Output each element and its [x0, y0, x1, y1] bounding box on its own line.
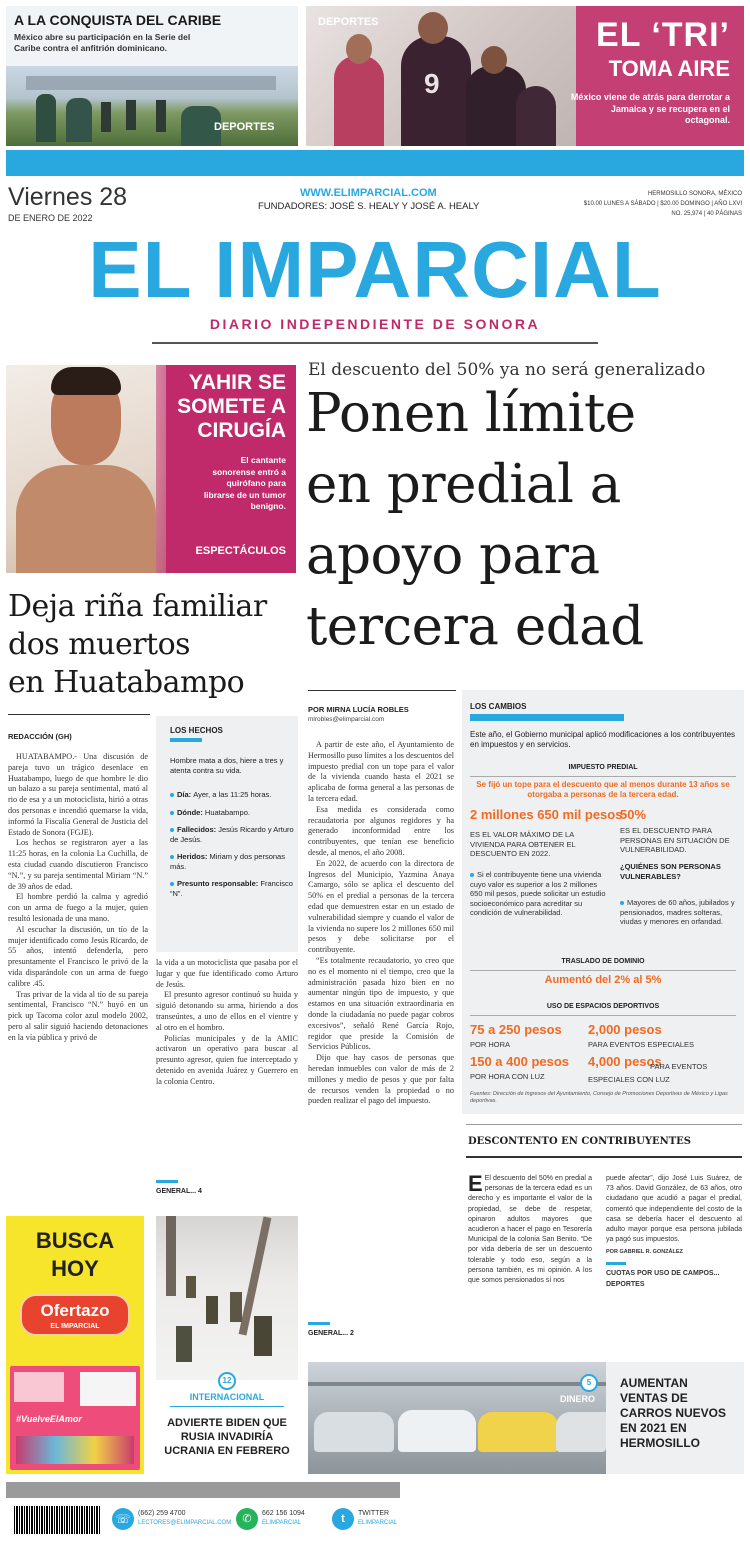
- crime-paragraph: Tras privar de la vida al tío de su pareja sentimental, Francisco “N.” huyó en un pick up Tacoma color azul modelo 2002, pero al salir siguió haciendo detonaciones en la vía pública y privó de: [8, 989, 148, 1042]
- hechos-item-text: Miriam y dos personas más.: [170, 852, 285, 871]
- cambios-title: LOS CAMBIOS: [470, 702, 527, 711]
- traslado-rule: [470, 970, 736, 971]
- sports-teaser-left[interactable]: [6, 6, 298, 146]
- footer-phone[interactable]: (662) 259 4700: [138, 1510, 186, 1517]
- main-body: [308, 740, 454, 1107]
- cambios-intro: Este año, el Gobierno municipal aplicó modificaciones a los contribuyentes en impuestos y en servicios.: [470, 730, 736, 749]
- hechos-intro: Hombre mata a dos, hiere a tres y atenta contra su vida.: [170, 756, 284, 775]
- crime-rule: [8, 714, 150, 715]
- cambios-source: Fuentes: Dirección de Ingresos del Ayuntamiento, Consejo de Promociones Deportivas de México y Ligas deportivas.: [470, 1091, 728, 1104]
- descontento-col1-text: El descuento del 50% en predial a personas de la tercera edad es un derecho y es importante el valor de la propiedad, se debe de respetar, opinaron adultos mayores que acudieron a hacer el pago en Tesorería Municipal de la colonia San Benito. “De por vida debería de ser un descuento tolerable y todo eso, según a la persona también, es mi opinión. A los que somos pensionados sí nos: [468, 1175, 592, 1285]
- big-value-2-text: ES EL DESCUENTO PARA PERSONAS EN SITUACIÓN DE VULNERABILIDAD.: [620, 826, 730, 854]
- ad-line1: BUSCA: [35, 1228, 115, 1253]
- main-headline-line: apoyo para: [306, 525, 600, 586]
- ukraine-photo[interactable]: [156, 1216, 298, 1380]
- crime-headline-line: dos muertos: [8, 627, 191, 662]
- main-paragraph: En 2022, de acuerdo con la directora de Ingresos del Municipio, Yazmina Anaya Camargo, sólo se aplica el descuento del 50% en el predial a personas de la tercera edad que demuestren estar en un estado de vulnerabilidad siempre y cuando el valor de la vivienda no supere los 2 millones 650 mil pesos y debe solicitarse por el contribuyente.: [308, 858, 454, 955]
- crime-paragraph: Policías municipales y de la AMIC activaron un operativo para buscar al presunto agresor, quien fue interceptado y detenido en avenida Juárez y Guerrero en la colonia Centro.: [156, 1033, 298, 1086]
- crime-paragraph: Los hechos se registraron ayer a las 11:25 horas, en la colonia La Cuchilla, de esta ciudad cuando discutieron Francisco “N.”, y su pareja sentimental Miriam “N.” de 39 años de edad.: [8, 838, 148, 891]
- main-kicker: El descuento del 50% ya no será generalizado: [308, 360, 706, 380]
- descontento-col1: [468, 1171, 592, 1286]
- big-value-2: 50%: [620, 807, 647, 822]
- predial-title: IMPUESTO PREDIAL: [568, 764, 638, 771]
- issue-info-2: $10.00 LUNES A SÁBADO | $20.00 DOMINGO | AÑO LXVI: [583, 201, 742, 207]
- descontento-title: DESCONTENTO EN CONTRIBUYENTES: [468, 1136, 692, 1147]
- espacio-value-1: 75 a 250 pesos: [470, 1022, 562, 1037]
- teaser-subtitle: México viene de atrás para derrotar a Jamaica y se recupera en el octagonal.: [570, 92, 730, 125]
- date-rest: DE ENERO DE 2022: [8, 213, 93, 223]
- page-badge: 12: [218, 1372, 236, 1390]
- quienes-title: ¿QUIÉNES SON PERSONAS VULNERABLES?: [620, 862, 721, 881]
- quienes-text: [620, 898, 738, 927]
- note-left-text: Si el contribuyente tiene una vivienda cuyo valor es superior a los 2 millones 650 mil pesos, puede solicitar un estudio socioeconómico para acreditar su condición de vulnerabilidad.: [470, 870, 606, 917]
- crime-byline: REDACCIÓN (GH): [8, 732, 72, 741]
- descontento-col2-mark: [606, 1262, 626, 1265]
- espacios-title: USO DE ESPACIOS DEPORTIVOS: [546, 1003, 660, 1010]
- hechos-item-label: Heridos:: [177, 852, 210, 861]
- shirt-number: 9: [424, 68, 440, 99]
- ad-brand-sub: EL IMPARCIAL: [50, 1323, 100, 1330]
- section-label: DEPORTES: [214, 121, 275, 133]
- website[interactable]: WWW.ELIMPARCIAL.COM: [300, 187, 437, 199]
- descontento-rule-top: [466, 1124, 742, 1125]
- bullet-icon: [170, 882, 174, 886]
- descontento-col2: [606, 1174, 742, 1290]
- hechos-box: [156, 716, 298, 952]
- espacio-label-4: PARA EVENTOS ESPECIALES CON LUZ: [588, 1062, 708, 1084]
- main-headline-line: Ponen límite: [306, 383, 636, 444]
- espacio-label-2: PARA EVENTOS ESPECIALES: [588, 1040, 695, 1049]
- crime-headline: [8, 588, 298, 702]
- traslado-value: Aumentó del 2% al 5%: [544, 974, 662, 986]
- descontento-col2-byline: POR GABRIEL R. GONZÁLEZ: [606, 1249, 683, 1256]
- descontento-rule: [466, 1156, 742, 1158]
- bullet-icon: [170, 855, 174, 859]
- crime-paragraph: HUATABAMPO.- Una discusión de pareja tuvo un trágico desenlace en Huatabampo, luego de que hombre le dio un balazo a su pareja sentimental, mató al rio de esa y a un motociclista, hirió a otras dos personas e incendió quemarse la vida, informó la Fiscalía General de Justicia del Estado de Sonora (FGJE).: [8, 752, 148, 837]
- yahir-title-2: SOMETE A: [177, 395, 286, 418]
- sports-teaser-right[interactable]: [306, 6, 744, 146]
- ad-brand: Ofertazo: [40, 1301, 110, 1320]
- main-rule: [308, 690, 456, 691]
- dinero-headline: AUMENTAN VENTAS DE CARROS NUEVOS EN 2021 EN HERMOSILLO: [620, 1376, 727, 1450]
- barcode: [14, 1506, 100, 1534]
- yahir-title-3: CIRUGÍA: [197, 419, 286, 442]
- section-label: ESPECTÁCULOS: [195, 545, 286, 557]
- hechos-item-label: Día:: [177, 790, 194, 799]
- espacio-label-1: POR HORA: [470, 1040, 511, 1049]
- hechos-title: LOS HECHOS: [170, 726, 223, 735]
- hechos-item: [170, 852, 294, 871]
- descontento-col2-text: puede afectar”, dijo José Luis Suárez, de 73 años. David González, de 63 años, otro ciudadano que acudió a pagar el predial, comentó que independiente del costo de la casa se debería hacer el descuento al adulto mayor porque esa persona jubilada ya pagó sus impuestos.: [606, 1175, 742, 1244]
- predial-text: Se fijó un tope para el descuento que al menos durante 13 años se otorgaba a personas de la tercera edad.: [476, 780, 730, 799]
- baseball-photo: [6, 66, 298, 146]
- footer-whatsapp-label: ELIMPARCIAL: [262, 1520, 302, 1526]
- hechos-item: [170, 879, 294, 898]
- ad-logo: [20, 1294, 130, 1336]
- yahir-subtitle: El cantante sonorense entró a quirófano para librarse de un tumor benigno.: [203, 455, 286, 511]
- main-paragraph: Esa medida es considerada como recaudatoria por algunos regidores y ha generado inconformidad entre los contribuyentes, que tenían ese beneficio desde, al menos, el año 2008.: [308, 804, 454, 857]
- descontento-col2-jump[interactable]: CUOTAS POR USO DE CAMPOS... DEPORTES: [606, 1269, 720, 1288]
- hechos-title-bar: [170, 738, 202, 742]
- crime-paragraph: Al escuchar la discusión, un tío de la mujer identificado como Jesús Ricardo, de 55 años, intentó defenderla, pero presuntamente el Francisco le privó de la vida disparándole con un arma de fuego calibre .45.: [8, 924, 148, 988]
- tagline: DIARIO INDEPENDIENTE DE SONORA: [209, 316, 541, 332]
- jump-mark: [308, 1322, 330, 1325]
- page-badge: 5: [580, 1374, 598, 1392]
- footer-whatsapp[interactable]: 662 156 1094: [262, 1510, 305, 1517]
- teaser-title: A LA CONQUISTA DEL CARIBE: [14, 12, 222, 28]
- internacional-headline[interactable]: ADVIERTE BIDEN QUE RUSIA INVADIRÍA UCRANIA EN FEBRERO: [164, 1417, 290, 1457]
- hechos-item-label: Presunto responsable:: [177, 879, 261, 888]
- issue-info-1: HERMOSILLO SONORA, MÉXICO: [647, 191, 742, 197]
- section-label: INTERNACIONAL: [189, 1392, 265, 1402]
- hechos-item-text: Jesús Ricardo y Arturo de Jesús.: [170, 825, 294, 844]
- bullet-icon: [170, 828, 174, 832]
- espacio-value-4: 4,000 pesos: [588, 1054, 662, 1069]
- hechos-item: [170, 825, 294, 844]
- espacio-value-3: 150 a 400 pesos: [470, 1054, 570, 1069]
- crime-headline-line: en Huatabampo: [8, 665, 245, 700]
- main-headline-line: en predial a: [306, 454, 621, 515]
- quienes-text-value: Mayores de 60 años, jubilados y pensionados, madres solteras, viudas y menores en orfandad.: [620, 898, 735, 926]
- section-rule: [170, 1406, 284, 1407]
- yahir-teaser[interactable]: [6, 365, 296, 573]
- date-day: Viernes 28: [8, 183, 128, 211]
- ad-products: [10, 1366, 140, 1470]
- cambios-title-bar: [470, 714, 624, 721]
- footer-twitter: TWITTER: [358, 1510, 390, 1517]
- whatsapp-icon: ✆: [236, 1508, 258, 1530]
- crime-paragraph: El hombre perdió la calma y agredió con un arma de fuego a la mujer, quien resultó lesionada de una mano.: [8, 892, 148, 923]
- note-left: [470, 870, 610, 918]
- issue-info-3: NO. 25,974 | 40 PÁGINAS: [671, 211, 742, 217]
- cars-photo[interactable]: [308, 1362, 606, 1474]
- main-jump[interactable]: GENERAL... 2: [308, 1330, 354, 1337]
- crime-headline-line: Deja riña familiar: [8, 589, 267, 624]
- hechos-item-text: Huatabampo.: [204, 807, 250, 817]
- teaser-title-2: TOMA AIRE: [608, 56, 730, 81]
- ad-tag: #VuelveElAmor: [16, 1414, 82, 1424]
- jump-mark: [156, 1180, 178, 1183]
- big-value-1: 2 millones 650 mil pesos: [470, 807, 623, 822]
- teaser-title: EL ‘TRI’: [596, 16, 730, 54]
- main-email[interactable]: mlrobles@elimparcial.com: [308, 716, 385, 723]
- newspaper-logo: EL IMPARCIAL: [88, 225, 662, 314]
- main-paragraph: A partir de este año, el Ayuntamiento de Hermosillo puso límites a los descuentos del impuesto predial con un tope para el valor de la vivienda cuando hasta el 2021 se aplicaba de forma general a las personas de la tercera edad.: [308, 740, 454, 803]
- yahir-photo: [6, 365, 166, 573]
- bullet-icon: [170, 811, 174, 815]
- hechos-item-text: Francisco “N”.: [170, 879, 293, 898]
- twitter-icon: t: [332, 1508, 354, 1530]
- hechos-item: [170, 808, 294, 818]
- hechos-item-label: Dónde:: [177, 807, 205, 817]
- phone-icon: ☏: [112, 1508, 134, 1530]
- section-label: DEPORTES: [318, 16, 379, 28]
- main-headline-line: tercera edad: [306, 596, 644, 657]
- section-label: DINERO: [560, 1394, 596, 1404]
- founders: FUNDADORES: JOSÉ S. HEALY Y JOSÉ A. HEALY: [258, 201, 480, 212]
- main-paragraph: Dijo que hay casos de personas que heredan inmuebles con valor de más de 2 millones y medio de pesos y que por falta de recursos venden la propiedad o no pueden realizar el pago del impuesto.: [308, 1053, 454, 1106]
- cambios-box: [462, 690, 744, 1114]
- footer-twitter-handle[interactable]: ELIMPARCIAL: [358, 1520, 398, 1526]
- espacio-label-3: POR HORA CON LUZ: [470, 1072, 545, 1081]
- crime-body-col1: [8, 752, 148, 1044]
- hechos-list: [170, 790, 294, 906]
- hechos-item-text: Ayer, a las 11:25 horas.: [193, 790, 272, 799]
- ofertazo-ad[interactable]: [6, 1216, 144, 1474]
- footer-email[interactable]: LECTORES@ELIMPARCIAL.COM: [138, 1520, 232, 1526]
- crime-jump[interactable]: GENERAL... 4: [156, 1188, 202, 1195]
- espacios-rule: [470, 1015, 736, 1016]
- predial-rule: [470, 776, 736, 777]
- masthead-rule: [152, 342, 598, 344]
- main-paragraph: “Es totalmente recaudatorio, yo creo que no es el momento ni el tiempo, creo que la administración pasada hizo bien en no aumentar ningún tipo de impuesto, y que estamos en una situación extraordinaria en donde la ciudadanía no puede pagar cobros excesivos”, señaló René García Rojo, regidor que preside la Comisión de Servicios Públicos.: [308, 955, 454, 1052]
- espacio-value-2: 2,000 pesos: [588, 1022, 662, 1037]
- teaser-subtitle: México abre su participación en la Serie del Caribe contra el anfitrión dominicano.: [14, 32, 191, 53]
- dinero-headline-box[interactable]: [606, 1362, 744, 1474]
- main-byline: POR MIRNA LUCÍA ROBLES: [308, 705, 409, 714]
- hechos-item: [170, 790, 294, 800]
- ad-line2: HOY: [51, 1256, 99, 1281]
- yahir-title-1: YAHIR SE: [188, 371, 286, 394]
- crime-paragraph: El presunto agresor continuó su huida y siguió detonando su arma, hiriendo a dos transeúntes, a uno de ellos en el vientre y al otro en el hombro.: [156, 990, 298, 1032]
- hechos-item-label: Fallecidos:: [177, 825, 219, 834]
- drop-cap: E: [468, 1171, 483, 1196]
- crime-paragraph: la vida a un motociclista que pasaba por el lugar y que fue identificado como Arturo de Jesús.: [156, 958, 298, 989]
- main-headline: [306, 378, 746, 662]
- big-value-1-text: ES EL VALOR MÁXIMO DE LA VIVIENDA PARA OBTENER EL DESCUENTO EN 2022.: [470, 830, 576, 858]
- traslado-title: TRASLADO DE DOMINIO: [561, 958, 645, 965]
- blue-band: [6, 150, 744, 176]
- bullet-icon: [170, 793, 174, 797]
- gray-band: [6, 1482, 400, 1498]
- crime-body-col2: [156, 958, 298, 1088]
